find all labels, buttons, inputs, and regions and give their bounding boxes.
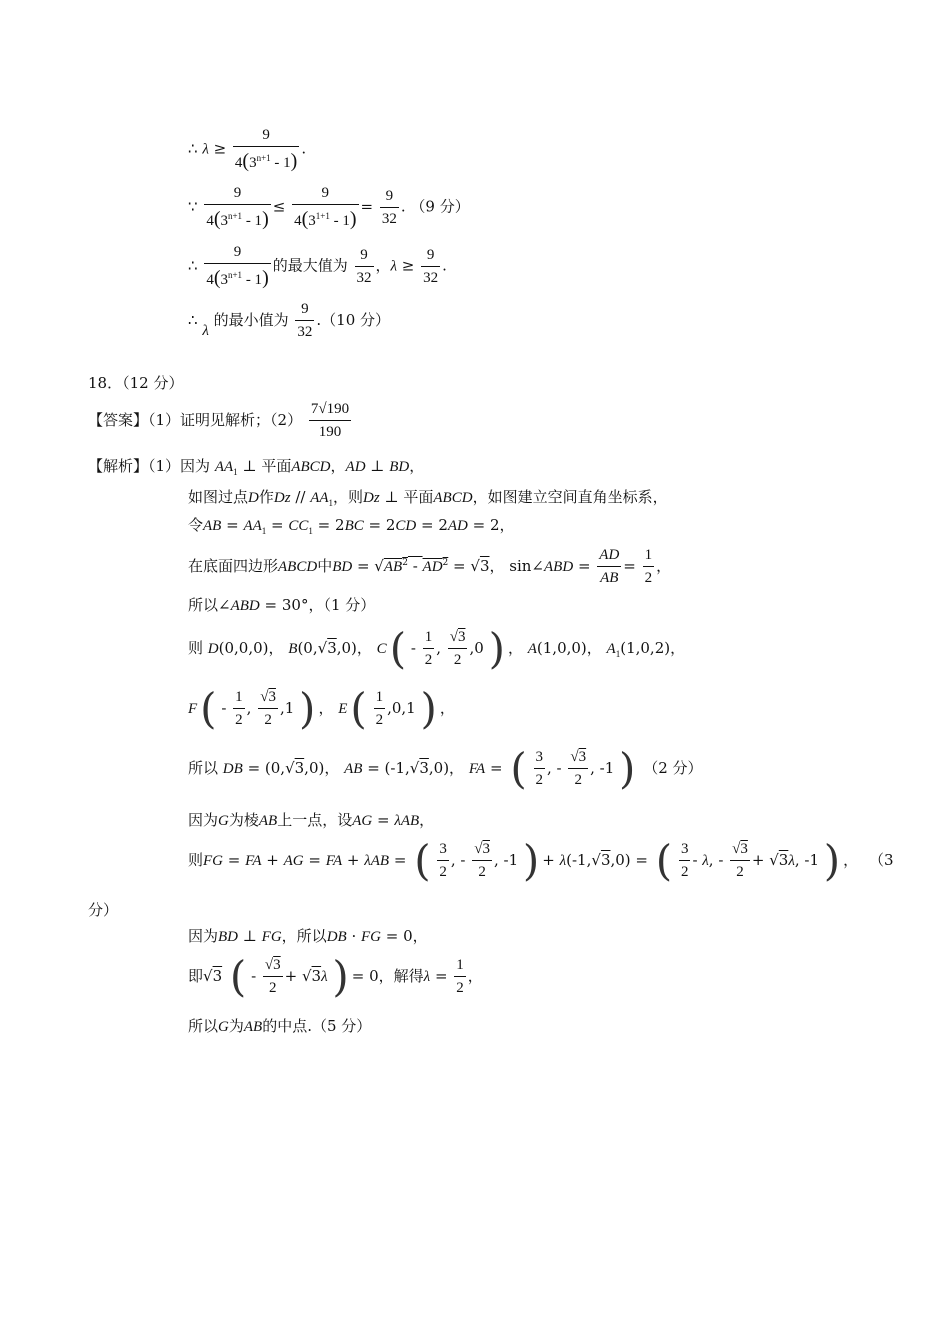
score-5: 的中点.（5 分） [262, 1017, 372, 1035]
g-on-edge-line: 因为G为棱AB上一点，设AG = λAB， [188, 811, 435, 829]
line-lambda-bound: ∴ λ ≥ $\frac{9}{4(3^{n+1} - 1)}$ . [188, 127, 307, 172]
score-10: .（10 分） [316, 311, 391, 329]
score-3-b: 分） [88, 901, 119, 919]
score-2: （2 分） [643, 759, 703, 777]
line-min-value: ∴ λ 的最小值为 $\frac{9}{32}$ .（10 分） [188, 301, 391, 340]
analysis-line-4: 在底面四边形ABCD中BD = $√AB^2 - AD^2 = √3$， sin∠ABD = $\frac{AD}{AB}$ = $\frac{1}{2}$ ， [188, 547, 672, 586]
analysis-line-1: 【解析】（1）因为 $AA_1$ ⊥ 平面ABCD，AD ⊥ BD， [88, 457, 425, 477]
analysis-line-3: 令AB = $AA_1 = CC_1 = 2BC = 2CD = 2AD = 2$， [188, 516, 515, 536]
analysis-line-5: 所以∠ABD = 30°，（1 分） [188, 596, 376, 614]
score-1: ，（1 分） [308, 596, 376, 614]
line-max-value: ∴ $\frac{9}{4(3^{n+1} - 1)}$ 的最大值为 $\frac{9}{32}$ ，λ ≥ $\frac{9}{32}$ . [188, 244, 447, 289]
coords-line-1: 则 D(0,0,0)， B(0,√3,0)， C( - $\frac{1}{2}$ , $\frac{√3}{2}$ ,0 ) ， A(1,0,0)， $A_1(1,0,2)$， [188, 624, 686, 673]
line-monotone: ∵ $\frac{9}{4(3^{n+1} - 1)}$ ≤ $\frac{9}{4(3^{1+1} - 1)}$ = $\frac{9}{32}$ . （9 分） [188, 185, 470, 230]
analysis-tag: 【解析】 [88, 457, 149, 475]
coords-line-2: F( - $\frac{1}{2}$ , $\frac{√3}{2}$ ,1 ) ， E( $\frac{1}{2}$ ,0,1 ) ， [188, 684, 455, 733]
fg-line: 则FG = FA + AG = FA + λAB = ( $\frac{3}{2}$ , - $\frac{√3}{2}$ , -1 ) + λ(-1,√3,0) = ( $\frac{3}{2}$ - λ, - $\frac{√3}{2}$ + √3λ, -1 ) ， （3 [188, 836, 894, 885]
vectors-line: 所以 DB = (0,√3,0)， AB = (-1,√3,0)， FA = ( $\frac{3}{2}$ , - $\frac{√3}{2}$ , -1 ) （2 分） [188, 744, 703, 793]
answer-line: 【答案】（1）证明见解析；（2） $\frac{7√190}{190}$ [88, 401, 350, 440]
midpoint-line: 所以G为AB的中点.（5 分） [188, 1017, 372, 1035]
analysis-line-2: 如图过点D作Dz // $AA_1$，则Dz ⊥ 平面ABCD，如图建立空间直角坐标系， [188, 488, 668, 508]
answer-tag: 【答案】 [88, 411, 149, 429]
score-9: （9 分） [410, 197, 470, 216]
score-3-a: （3 [868, 851, 894, 869]
solve-line: 即√3 ( - $\frac{√3}{2}$ + √3λ ) = 0，解得λ = $\frac{1}{2}$ ， [188, 952, 483, 1001]
question-18-heading: 18．（12 分） [88, 374, 184, 392]
perp-line: 因为BD ⊥ FG，所以DB · FG = 0， [188, 927, 428, 945]
